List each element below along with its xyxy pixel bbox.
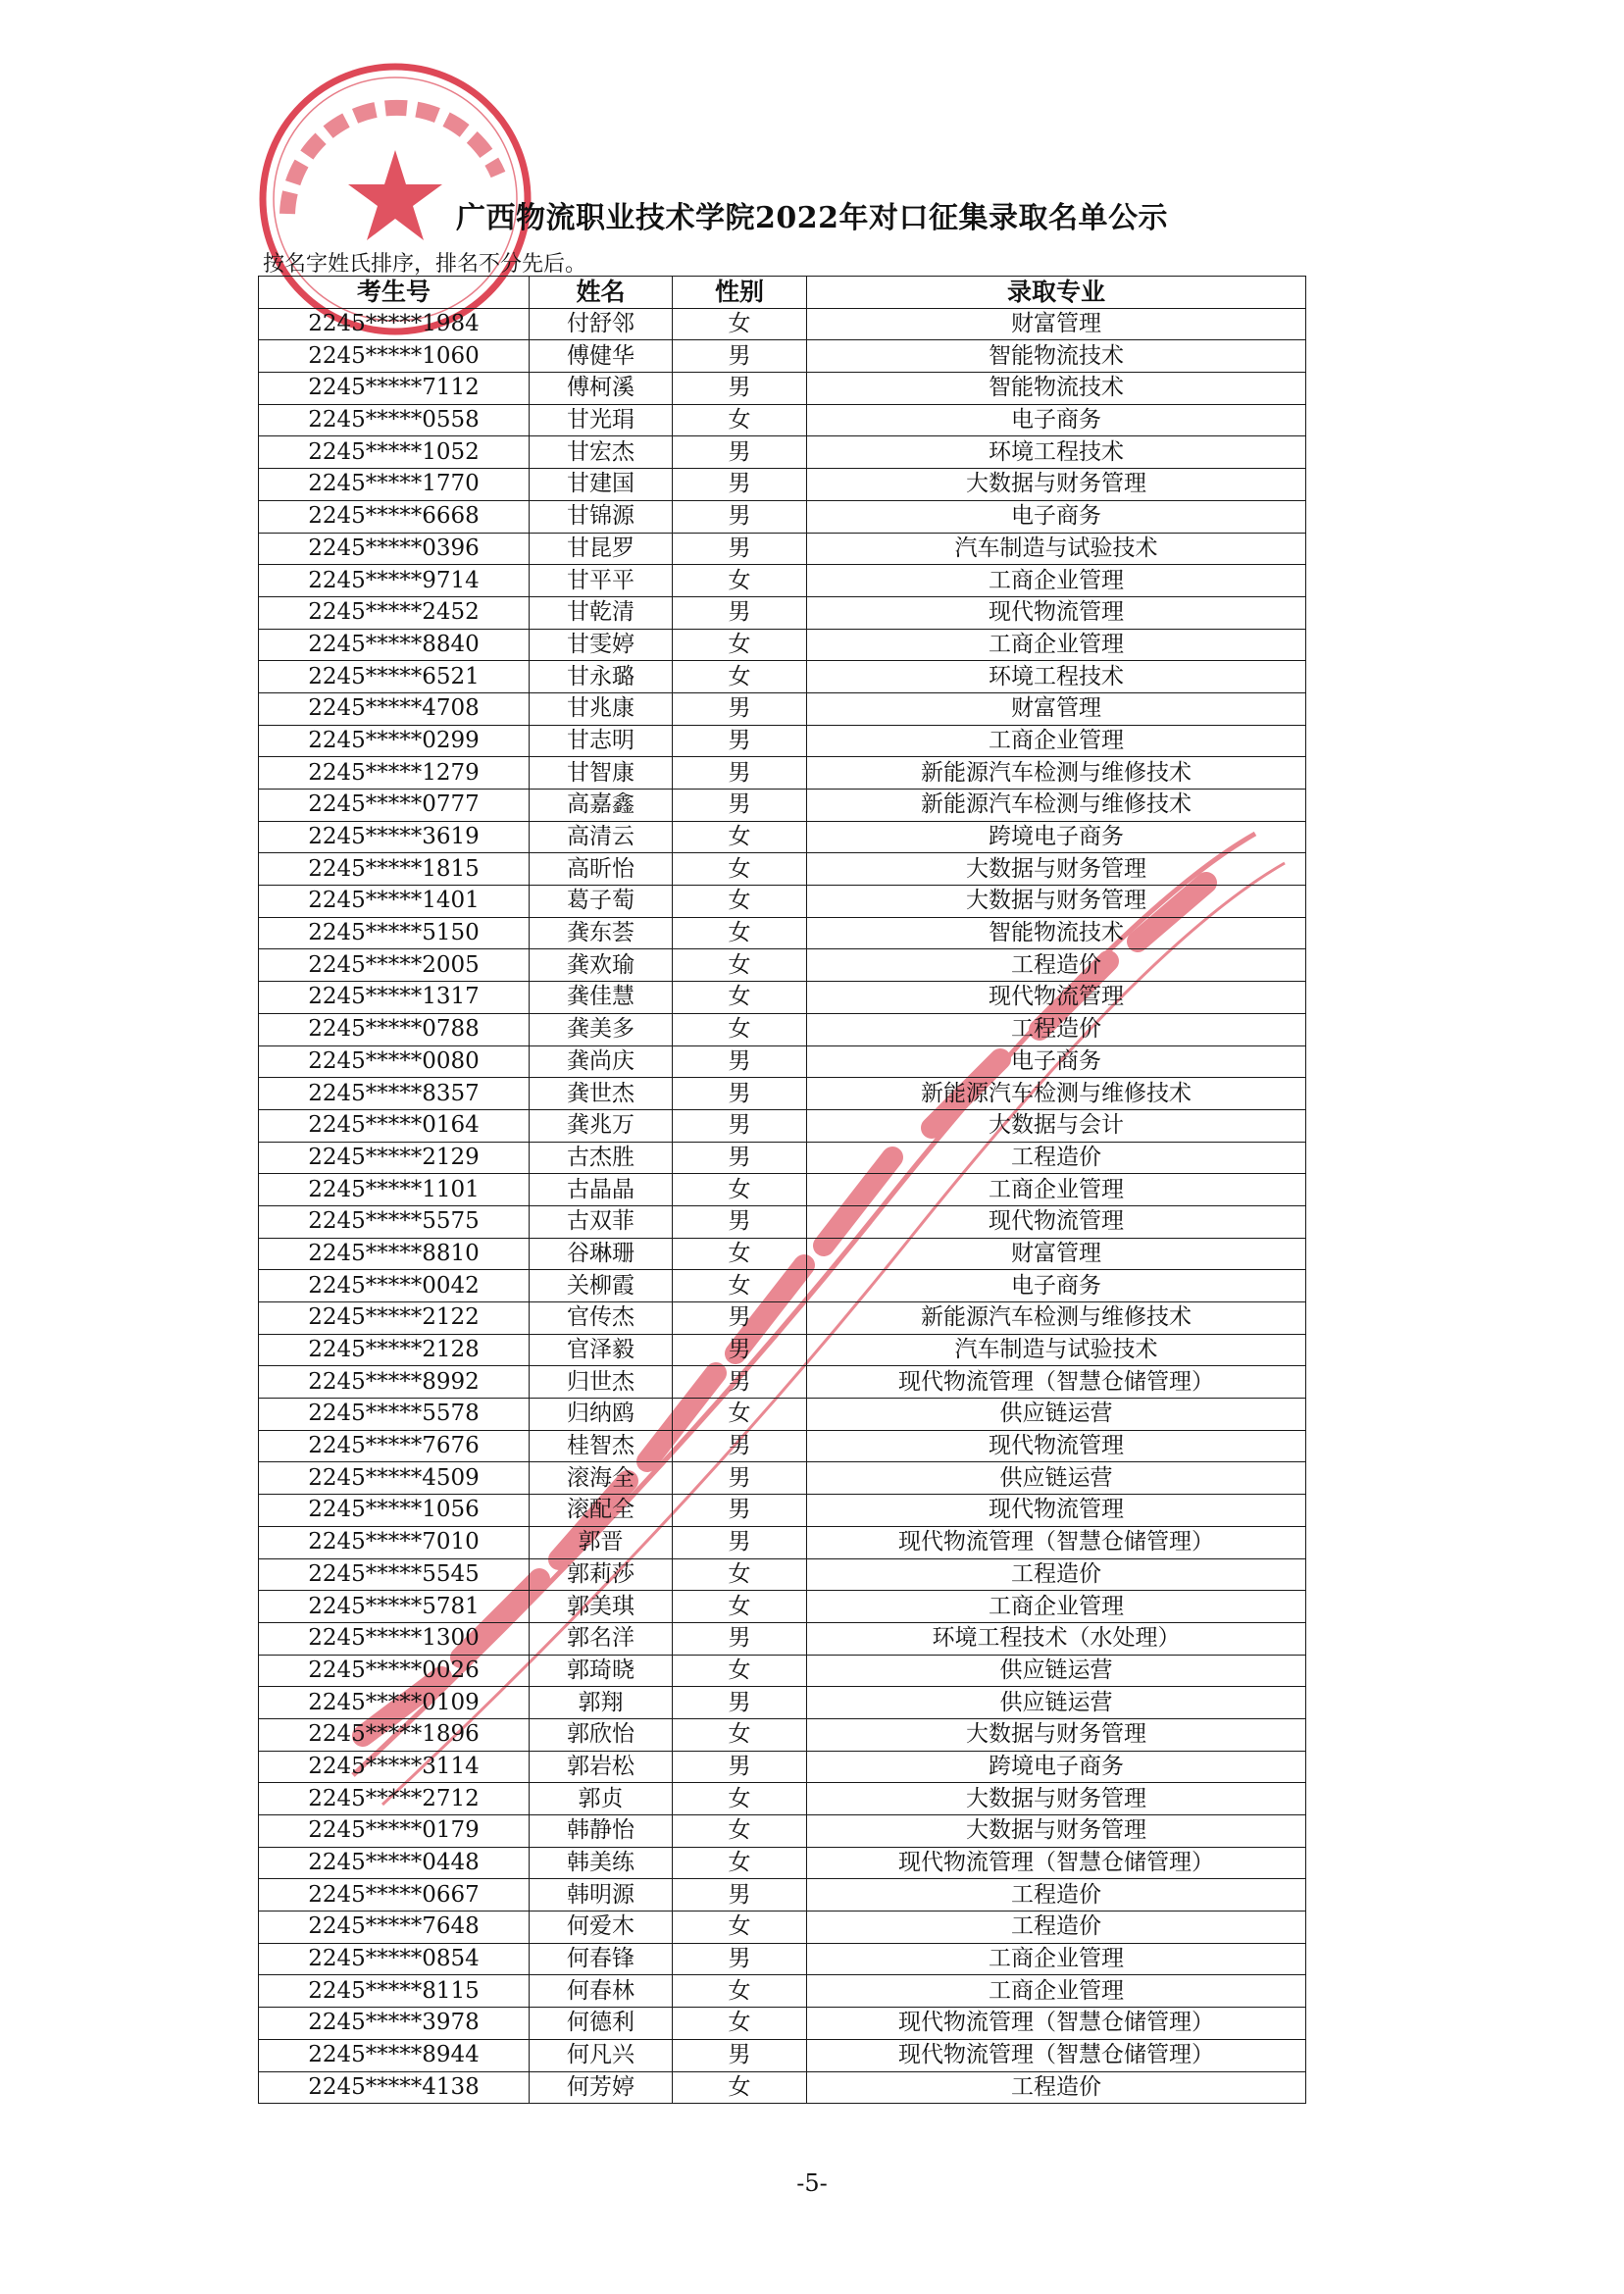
gender-cell: 男 bbox=[673, 533, 807, 565]
candidate-id-cell: 2245*****0080 bbox=[259, 1045, 530, 1078]
table-row bbox=[259, 1943, 1306, 1975]
name-cell: 傅柯溪 bbox=[530, 373, 673, 405]
name-cell: 归世杰 bbox=[530, 1366, 673, 1399]
gender-cell: 女 bbox=[673, 404, 807, 436]
candidate-id-cell: 2245*****8944 bbox=[259, 2039, 530, 2071]
major-cell: 供应链运营 bbox=[807, 1655, 1306, 1687]
gender-cell: 女 bbox=[673, 2071, 807, 2104]
gender-cell: 女 bbox=[673, 917, 807, 949]
major-cell: 工程造价 bbox=[807, 1912, 1306, 1944]
candidate-id-cell: 2245*****6521 bbox=[259, 661, 530, 693]
major-cell: 现代物流管理（智慧仓储管理） bbox=[807, 1847, 1306, 1879]
table-row bbox=[259, 596, 1306, 629]
major-cell: 环境工程技术 bbox=[807, 661, 1306, 693]
candidate-id-cell: 2245*****9714 bbox=[259, 565, 530, 597]
name-cell: 甘昆罗 bbox=[530, 533, 673, 565]
major-cell: 大数据与财务管理 bbox=[807, 1718, 1306, 1751]
candidate-id-cell: 2245*****7676 bbox=[259, 1430, 530, 1462]
gender-cell: 女 bbox=[673, 1815, 807, 1848]
name-cell: 桂智杰 bbox=[530, 1430, 673, 1462]
major-cell: 现代物流管理（智慧仓储管理） bbox=[807, 2039, 1306, 2071]
candidate-id-cell: 2245*****1896 bbox=[259, 1718, 530, 1751]
candidate-id-cell: 2245*****1056 bbox=[259, 1495, 530, 1527]
table-row bbox=[259, 1334, 1306, 1366]
table-row bbox=[259, 436, 1306, 469]
sort-note: 按名字姓氏排序，排名不分先后。 bbox=[263, 252, 587, 277]
name-cell: 郭莉莎 bbox=[530, 1558, 673, 1591]
major-cell: 大数据与财务管理 bbox=[807, 1815, 1306, 1848]
table-row bbox=[259, 917, 1306, 949]
name-cell: 高清云 bbox=[530, 821, 673, 853]
major-cell: 汽车制造与试验技术 bbox=[807, 533, 1306, 565]
gender-cell: 女 bbox=[673, 1238, 807, 1270]
table-row bbox=[259, 982, 1306, 1014]
name-cell: 甘雯婷 bbox=[530, 629, 673, 661]
major-cell: 大数据与财务管理 bbox=[807, 469, 1306, 501]
candidate-id-cell: 2245*****1984 bbox=[259, 308, 530, 340]
name-cell: 古双菲 bbox=[530, 1205, 673, 1238]
table-row bbox=[259, 692, 1306, 725]
name-cell: 何德利 bbox=[530, 2008, 673, 2040]
table-row bbox=[259, 1622, 1306, 1655]
name-cell: 甘智康 bbox=[530, 757, 673, 790]
major-cell: 供应链运营 bbox=[807, 1462, 1306, 1495]
candidate-id-cell: 2245*****1770 bbox=[259, 469, 530, 501]
major-cell: 财富管理 bbox=[807, 692, 1306, 725]
name-cell: 何芳婷 bbox=[530, 2071, 673, 2104]
gender-cell: 女 bbox=[673, 982, 807, 1014]
major-cell: 现代物流管理 bbox=[807, 1430, 1306, 1462]
gender-cell: 女 bbox=[673, 661, 807, 693]
name-cell: 归纳鸥 bbox=[530, 1399, 673, 1431]
candidate-id-cell: 2245*****0396 bbox=[259, 533, 530, 565]
major-cell: 现代物流管理（智慧仓储管理） bbox=[807, 1526, 1306, 1558]
candidate-id-cell: 2245*****4708 bbox=[259, 692, 530, 725]
table-row bbox=[259, 1205, 1306, 1238]
major-cell: 智能物流技术 bbox=[807, 917, 1306, 949]
table-row bbox=[259, 790, 1306, 822]
candidate-id-cell: 2245*****8810 bbox=[259, 1238, 530, 1270]
candidate-id-cell: 2245*****8992 bbox=[259, 1366, 530, 1399]
candidate-id-cell: 2245*****0042 bbox=[259, 1270, 530, 1302]
name-cell: 郭岩松 bbox=[530, 1751, 673, 1783]
table-row bbox=[259, 1109, 1306, 1142]
gender-cell: 男 bbox=[673, 373, 807, 405]
table-row bbox=[259, 1687, 1306, 1719]
admission-list bbox=[258, 276, 1305, 2104]
major-cell: 新能源汽车检测与维修技术 bbox=[807, 790, 1306, 822]
table-row bbox=[259, 2071, 1306, 2104]
gender-cell: 女 bbox=[673, 1783, 807, 1815]
major-cell: 供应链运营 bbox=[807, 1399, 1306, 1431]
name-cell: 韩静怡 bbox=[530, 1815, 673, 1848]
gender-cell: 男 bbox=[673, 469, 807, 501]
page-title: 广西物流职业技术学院2022年对口征集录取名单公示 bbox=[456, 201, 1168, 235]
table-row bbox=[259, 2039, 1306, 2071]
gender-cell: 女 bbox=[673, 629, 807, 661]
major-cell: 财富管理 bbox=[807, 308, 1306, 340]
gender-cell: 男 bbox=[673, 1045, 807, 1078]
name-cell: 龚美多 bbox=[530, 1013, 673, 1045]
name-cell: 何春锋 bbox=[530, 1943, 673, 1975]
name-cell: 韩明源 bbox=[530, 1879, 673, 1912]
major-cell: 工商企业管理 bbox=[807, 1174, 1306, 1206]
candidate-id-cell: 2245*****5150 bbox=[259, 917, 530, 949]
name-cell: 郭美琪 bbox=[530, 1591, 673, 1623]
major-cell: 环境工程技术（水处理） bbox=[807, 1622, 1306, 1655]
major-cell: 现代物流管理 bbox=[807, 1495, 1306, 1527]
name-cell: 古杰胜 bbox=[530, 1142, 673, 1174]
major-cell: 新能源汽车检测与维修技术 bbox=[807, 1302, 1306, 1335]
name-cell: 甘兆康 bbox=[530, 692, 673, 725]
candidate-id-cell: 2245*****5545 bbox=[259, 1558, 530, 1591]
name-cell: 高昕怡 bbox=[530, 853, 673, 886]
page-number: -5- bbox=[796, 2169, 828, 2197]
header-name: 姓名 bbox=[530, 277, 673, 309]
candidate-id-cell: 2245*****0558 bbox=[259, 404, 530, 436]
candidate-id-cell: 2245*****0777 bbox=[259, 790, 530, 822]
gender-cell: 男 bbox=[673, 725, 807, 757]
table-row bbox=[259, 661, 1306, 693]
candidate-id-cell: 2245*****4509 bbox=[259, 1462, 530, 1495]
table-row bbox=[259, 1558, 1306, 1591]
name-cell: 龚兆万 bbox=[530, 1109, 673, 1142]
table-row bbox=[259, 2008, 1306, 2040]
gender-cell: 女 bbox=[673, 1399, 807, 1431]
major-cell: 电子商务 bbox=[807, 404, 1306, 436]
name-cell: 甘建国 bbox=[530, 469, 673, 501]
name-cell: 何凡兴 bbox=[530, 2039, 673, 2071]
candidate-id-cell: 2245*****0448 bbox=[259, 1847, 530, 1879]
gender-cell: 男 bbox=[673, 1302, 807, 1335]
candidate-id-cell: 2245*****3978 bbox=[259, 2008, 530, 2040]
name-cell: 甘乾清 bbox=[530, 596, 673, 629]
candidate-id-cell: 2245*****8357 bbox=[259, 1078, 530, 1110]
gender-cell: 男 bbox=[673, 436, 807, 469]
table-row bbox=[259, 1912, 1306, 1944]
table-row bbox=[259, 725, 1306, 757]
candidate-id-cell: 2245*****2452 bbox=[259, 596, 530, 629]
table-row bbox=[259, 1975, 1306, 2008]
table-row bbox=[259, 1270, 1306, 1302]
name-cell: 龚东荟 bbox=[530, 917, 673, 949]
name-cell: 葛子萄 bbox=[530, 886, 673, 918]
gender-cell: 女 bbox=[673, 1591, 807, 1623]
name-cell: 官传杰 bbox=[530, 1302, 673, 1335]
candidate-id-cell: 2245*****7648 bbox=[259, 1912, 530, 1944]
table-row bbox=[259, 1783, 1306, 1815]
name-cell: 韩美练 bbox=[530, 1847, 673, 1879]
table-row bbox=[259, 1238, 1306, 1270]
table-row bbox=[259, 1879, 1306, 1912]
gender-cell: 女 bbox=[673, 1013, 807, 1045]
table-row bbox=[259, 1013, 1306, 1045]
major-cell: 跨境电子商务 bbox=[807, 821, 1306, 853]
candidate-id-cell: 2245*****2129 bbox=[259, 1142, 530, 1174]
candidate-id-cell: 2245*****1815 bbox=[259, 853, 530, 886]
major-cell: 工程造价 bbox=[807, 2071, 1306, 2104]
table-row bbox=[259, 1495, 1306, 1527]
gender-cell: 男 bbox=[673, 790, 807, 822]
name-cell: 龚佳慧 bbox=[530, 982, 673, 1014]
name-cell: 古晶晶 bbox=[530, 1174, 673, 1206]
gender-cell: 男 bbox=[673, 1943, 807, 1975]
candidate-id-cell: 2245*****5578 bbox=[259, 1399, 530, 1431]
gender-cell: 男 bbox=[673, 757, 807, 790]
name-cell: 郭翔 bbox=[530, 1687, 673, 1719]
name-cell: 郭贞 bbox=[530, 1783, 673, 1815]
name-cell: 何爱木 bbox=[530, 1912, 673, 1944]
major-cell: 智能物流技术 bbox=[807, 373, 1306, 405]
candidate-id-cell: 2245*****7010 bbox=[259, 1526, 530, 1558]
major-cell: 环境工程技术 bbox=[807, 436, 1306, 469]
gender-cell: 男 bbox=[673, 1205, 807, 1238]
header-major: 录取专业 bbox=[807, 277, 1306, 309]
major-cell: 大数据与财务管理 bbox=[807, 853, 1306, 886]
gender-cell: 男 bbox=[673, 2039, 807, 2071]
major-cell: 工商企业管理 bbox=[807, 1975, 1306, 2008]
table-row bbox=[259, 1078, 1306, 1110]
name-cell: 甘永璐 bbox=[530, 661, 673, 693]
admission-table bbox=[258, 276, 1306, 2104]
header-candidate-id: 考生号 bbox=[259, 277, 530, 309]
gender-cell: 男 bbox=[673, 1687, 807, 1719]
major-cell: 工程造价 bbox=[807, 1879, 1306, 1912]
candidate-id-cell: 2245*****1317 bbox=[259, 982, 530, 1014]
gender-cell: 男 bbox=[673, 1495, 807, 1527]
candidate-id-cell: 2245*****2122 bbox=[259, 1302, 530, 1335]
candidate-id-cell: 2245*****0667 bbox=[259, 1879, 530, 1912]
name-cell: 傅健华 bbox=[530, 340, 673, 373]
name-cell: 何春林 bbox=[530, 1975, 673, 2008]
gender-cell: 女 bbox=[673, 1655, 807, 1687]
gender-cell: 男 bbox=[673, 1462, 807, 1495]
table-row bbox=[259, 853, 1306, 886]
candidate-id-cell: 2245*****5575 bbox=[259, 1205, 530, 1238]
name-cell: 甘宏杰 bbox=[530, 436, 673, 469]
gender-cell: 女 bbox=[673, 853, 807, 886]
name-cell: 关柳霞 bbox=[530, 1270, 673, 1302]
candidate-id-cell: 2245*****0026 bbox=[259, 1655, 530, 1687]
name-cell: 谷琳珊 bbox=[530, 1238, 673, 1270]
candidate-id-cell: 2245*****6668 bbox=[259, 500, 530, 533]
major-cell: 新能源汽车检测与维修技术 bbox=[807, 757, 1306, 790]
gender-cell: 男 bbox=[673, 340, 807, 373]
gender-cell: 女 bbox=[673, 1847, 807, 1879]
candidate-id-cell: 2245*****1401 bbox=[259, 886, 530, 918]
major-cell: 汽车制造与试验技术 bbox=[807, 1334, 1306, 1366]
name-cell: 龚欢瑜 bbox=[530, 949, 673, 982]
major-cell: 工商企业管理 bbox=[807, 1591, 1306, 1623]
candidate-id-cell: 2245*****0854 bbox=[259, 1943, 530, 1975]
name-cell: 官泽毅 bbox=[530, 1334, 673, 1366]
gender-cell: 女 bbox=[673, 1174, 807, 1206]
name-cell: 甘锦源 bbox=[530, 500, 673, 533]
table-row bbox=[259, 1366, 1306, 1399]
table-row bbox=[259, 821, 1306, 853]
major-cell: 工商企业管理 bbox=[807, 1943, 1306, 1975]
table-row bbox=[259, 1655, 1306, 1687]
major-cell: 跨境电子商务 bbox=[807, 1751, 1306, 1783]
candidate-id-cell: 2245*****7112 bbox=[259, 373, 530, 405]
gender-cell: 男 bbox=[673, 1078, 807, 1110]
gender-cell: 女 bbox=[673, 1912, 807, 1944]
candidate-id-cell: 2245*****1052 bbox=[259, 436, 530, 469]
table-row bbox=[259, 1815, 1306, 1848]
candidate-id-cell: 2245*****3114 bbox=[259, 1751, 530, 1783]
major-cell: 大数据与会计 bbox=[807, 1109, 1306, 1142]
candidate-id-cell: 2245*****0109 bbox=[259, 1687, 530, 1719]
major-cell: 供应链运营 bbox=[807, 1687, 1306, 1719]
gender-cell: 女 bbox=[673, 2008, 807, 2040]
candidate-id-cell: 2245*****8115 bbox=[259, 1975, 530, 2008]
gender-cell: 女 bbox=[673, 949, 807, 982]
table-row bbox=[259, 404, 1306, 436]
major-cell: 工商企业管理 bbox=[807, 565, 1306, 597]
candidate-id-cell: 2245*****0299 bbox=[259, 725, 530, 757]
candidate-id-cell: 2245*****1300 bbox=[259, 1622, 530, 1655]
table-row bbox=[259, 1591, 1306, 1623]
candidate-id-cell: 2245*****0164 bbox=[259, 1109, 530, 1142]
candidate-id-cell: 2245*****1279 bbox=[259, 757, 530, 790]
name-cell: 龚世杰 bbox=[530, 1078, 673, 1110]
table-row bbox=[259, 1751, 1306, 1783]
gender-cell: 女 bbox=[673, 1975, 807, 2008]
table-row bbox=[259, 1462, 1306, 1495]
gender-cell: 男 bbox=[673, 1622, 807, 1655]
gender-cell: 女 bbox=[673, 1558, 807, 1591]
major-cell: 现代物流管理（智慧仓储管理） bbox=[807, 1366, 1306, 1399]
name-cell: 付舒邻 bbox=[530, 308, 673, 340]
gender-cell: 男 bbox=[673, 1334, 807, 1366]
major-cell: 工程造价 bbox=[807, 949, 1306, 982]
major-cell: 电子商务 bbox=[807, 500, 1306, 533]
candidate-id-cell: 2245*****2128 bbox=[259, 1334, 530, 1366]
table-row bbox=[259, 886, 1306, 918]
candidate-id-cell: 2245*****1101 bbox=[259, 1174, 530, 1206]
table-row bbox=[259, 340, 1306, 373]
candidate-id-cell: 2245*****3619 bbox=[259, 821, 530, 853]
major-cell: 现代物流管理 bbox=[807, 1205, 1306, 1238]
name-cell: 滚海全 bbox=[530, 1462, 673, 1495]
gender-cell: 男 bbox=[673, 692, 807, 725]
gender-cell: 男 bbox=[673, 1526, 807, 1558]
gender-cell: 女 bbox=[673, 308, 807, 340]
gender-cell: 男 bbox=[673, 1430, 807, 1462]
major-cell: 工程造价 bbox=[807, 1558, 1306, 1591]
candidate-id-cell: 2245*****0179 bbox=[259, 1815, 530, 1848]
major-cell: 工商企业管理 bbox=[807, 629, 1306, 661]
gender-cell: 男 bbox=[673, 1879, 807, 1912]
candidate-id-cell: 2245*****8840 bbox=[259, 629, 530, 661]
table-row bbox=[259, 1142, 1306, 1174]
table-row bbox=[259, 1045, 1306, 1078]
name-cell: 郭晋 bbox=[530, 1526, 673, 1558]
major-cell: 现代物流管理 bbox=[807, 982, 1306, 1014]
name-cell: 高嘉鑫 bbox=[530, 790, 673, 822]
candidate-id-cell: 2245*****2005 bbox=[259, 949, 530, 982]
major-cell: 工程造价 bbox=[807, 1013, 1306, 1045]
major-cell: 现代物流管理 bbox=[807, 596, 1306, 629]
gender-cell: 女 bbox=[673, 1270, 807, 1302]
gender-cell: 男 bbox=[673, 1109, 807, 1142]
name-cell: 郭欣怡 bbox=[530, 1718, 673, 1751]
table-row bbox=[259, 1526, 1306, 1558]
name-cell: 滚配全 bbox=[530, 1495, 673, 1527]
major-cell: 智能物流技术 bbox=[807, 340, 1306, 373]
major-cell: 现代物流管理（智慧仓储管理） bbox=[807, 2008, 1306, 2040]
major-cell: 财富管理 bbox=[807, 1238, 1306, 1270]
table-row bbox=[259, 757, 1306, 790]
table-row bbox=[259, 949, 1306, 982]
table-row bbox=[259, 1399, 1306, 1431]
table-row bbox=[259, 1847, 1306, 1879]
gender-cell: 女 bbox=[673, 1718, 807, 1751]
table-row bbox=[259, 1174, 1306, 1206]
gender-cell: 女 bbox=[673, 821, 807, 853]
name-cell: 甘光琄 bbox=[530, 404, 673, 436]
table-row bbox=[259, 1302, 1306, 1335]
table-row bbox=[259, 500, 1306, 533]
table-row bbox=[259, 629, 1306, 661]
candidate-id-cell: 2245*****4138 bbox=[259, 2071, 530, 2104]
table-header-row bbox=[259, 277, 1306, 309]
candidate-id-cell: 2245*****2712 bbox=[259, 1783, 530, 1815]
table-row bbox=[259, 533, 1306, 565]
candidate-id-cell: 2245*****0788 bbox=[259, 1013, 530, 1045]
name-cell: 郭琦晓 bbox=[530, 1655, 673, 1687]
major-cell: 工商企业管理 bbox=[807, 725, 1306, 757]
table-row bbox=[259, 1718, 1306, 1751]
gender-cell: 男 bbox=[673, 1751, 807, 1783]
gender-cell: 男 bbox=[673, 500, 807, 533]
table-row bbox=[259, 1430, 1306, 1462]
gender-cell: 男 bbox=[673, 1366, 807, 1399]
major-cell: 电子商务 bbox=[807, 1270, 1306, 1302]
header-gender: 性别 bbox=[673, 277, 807, 309]
table-row bbox=[259, 469, 1306, 501]
major-cell: 电子商务 bbox=[807, 1045, 1306, 1078]
gender-cell: 女 bbox=[673, 565, 807, 597]
major-cell: 工程造价 bbox=[807, 1142, 1306, 1174]
major-cell: 新能源汽车检测与维修技术 bbox=[807, 1078, 1306, 1110]
name-cell: 甘志明 bbox=[530, 725, 673, 757]
name-cell: 郭名洋 bbox=[530, 1622, 673, 1655]
major-cell: 大数据与财务管理 bbox=[807, 886, 1306, 918]
table-row bbox=[259, 565, 1306, 597]
candidate-id-cell: 2245*****1060 bbox=[259, 340, 530, 373]
gender-cell: 女 bbox=[673, 886, 807, 918]
table-row bbox=[259, 308, 1306, 340]
gender-cell: 男 bbox=[673, 596, 807, 629]
name-cell: 甘平平 bbox=[530, 565, 673, 597]
name-cell: 龚尚庆 bbox=[530, 1045, 673, 1078]
table-row bbox=[259, 373, 1306, 405]
major-cell: 大数据与财务管理 bbox=[807, 1783, 1306, 1815]
candidate-id-cell: 2245*****5781 bbox=[259, 1591, 530, 1623]
gender-cell: 男 bbox=[673, 1142, 807, 1174]
